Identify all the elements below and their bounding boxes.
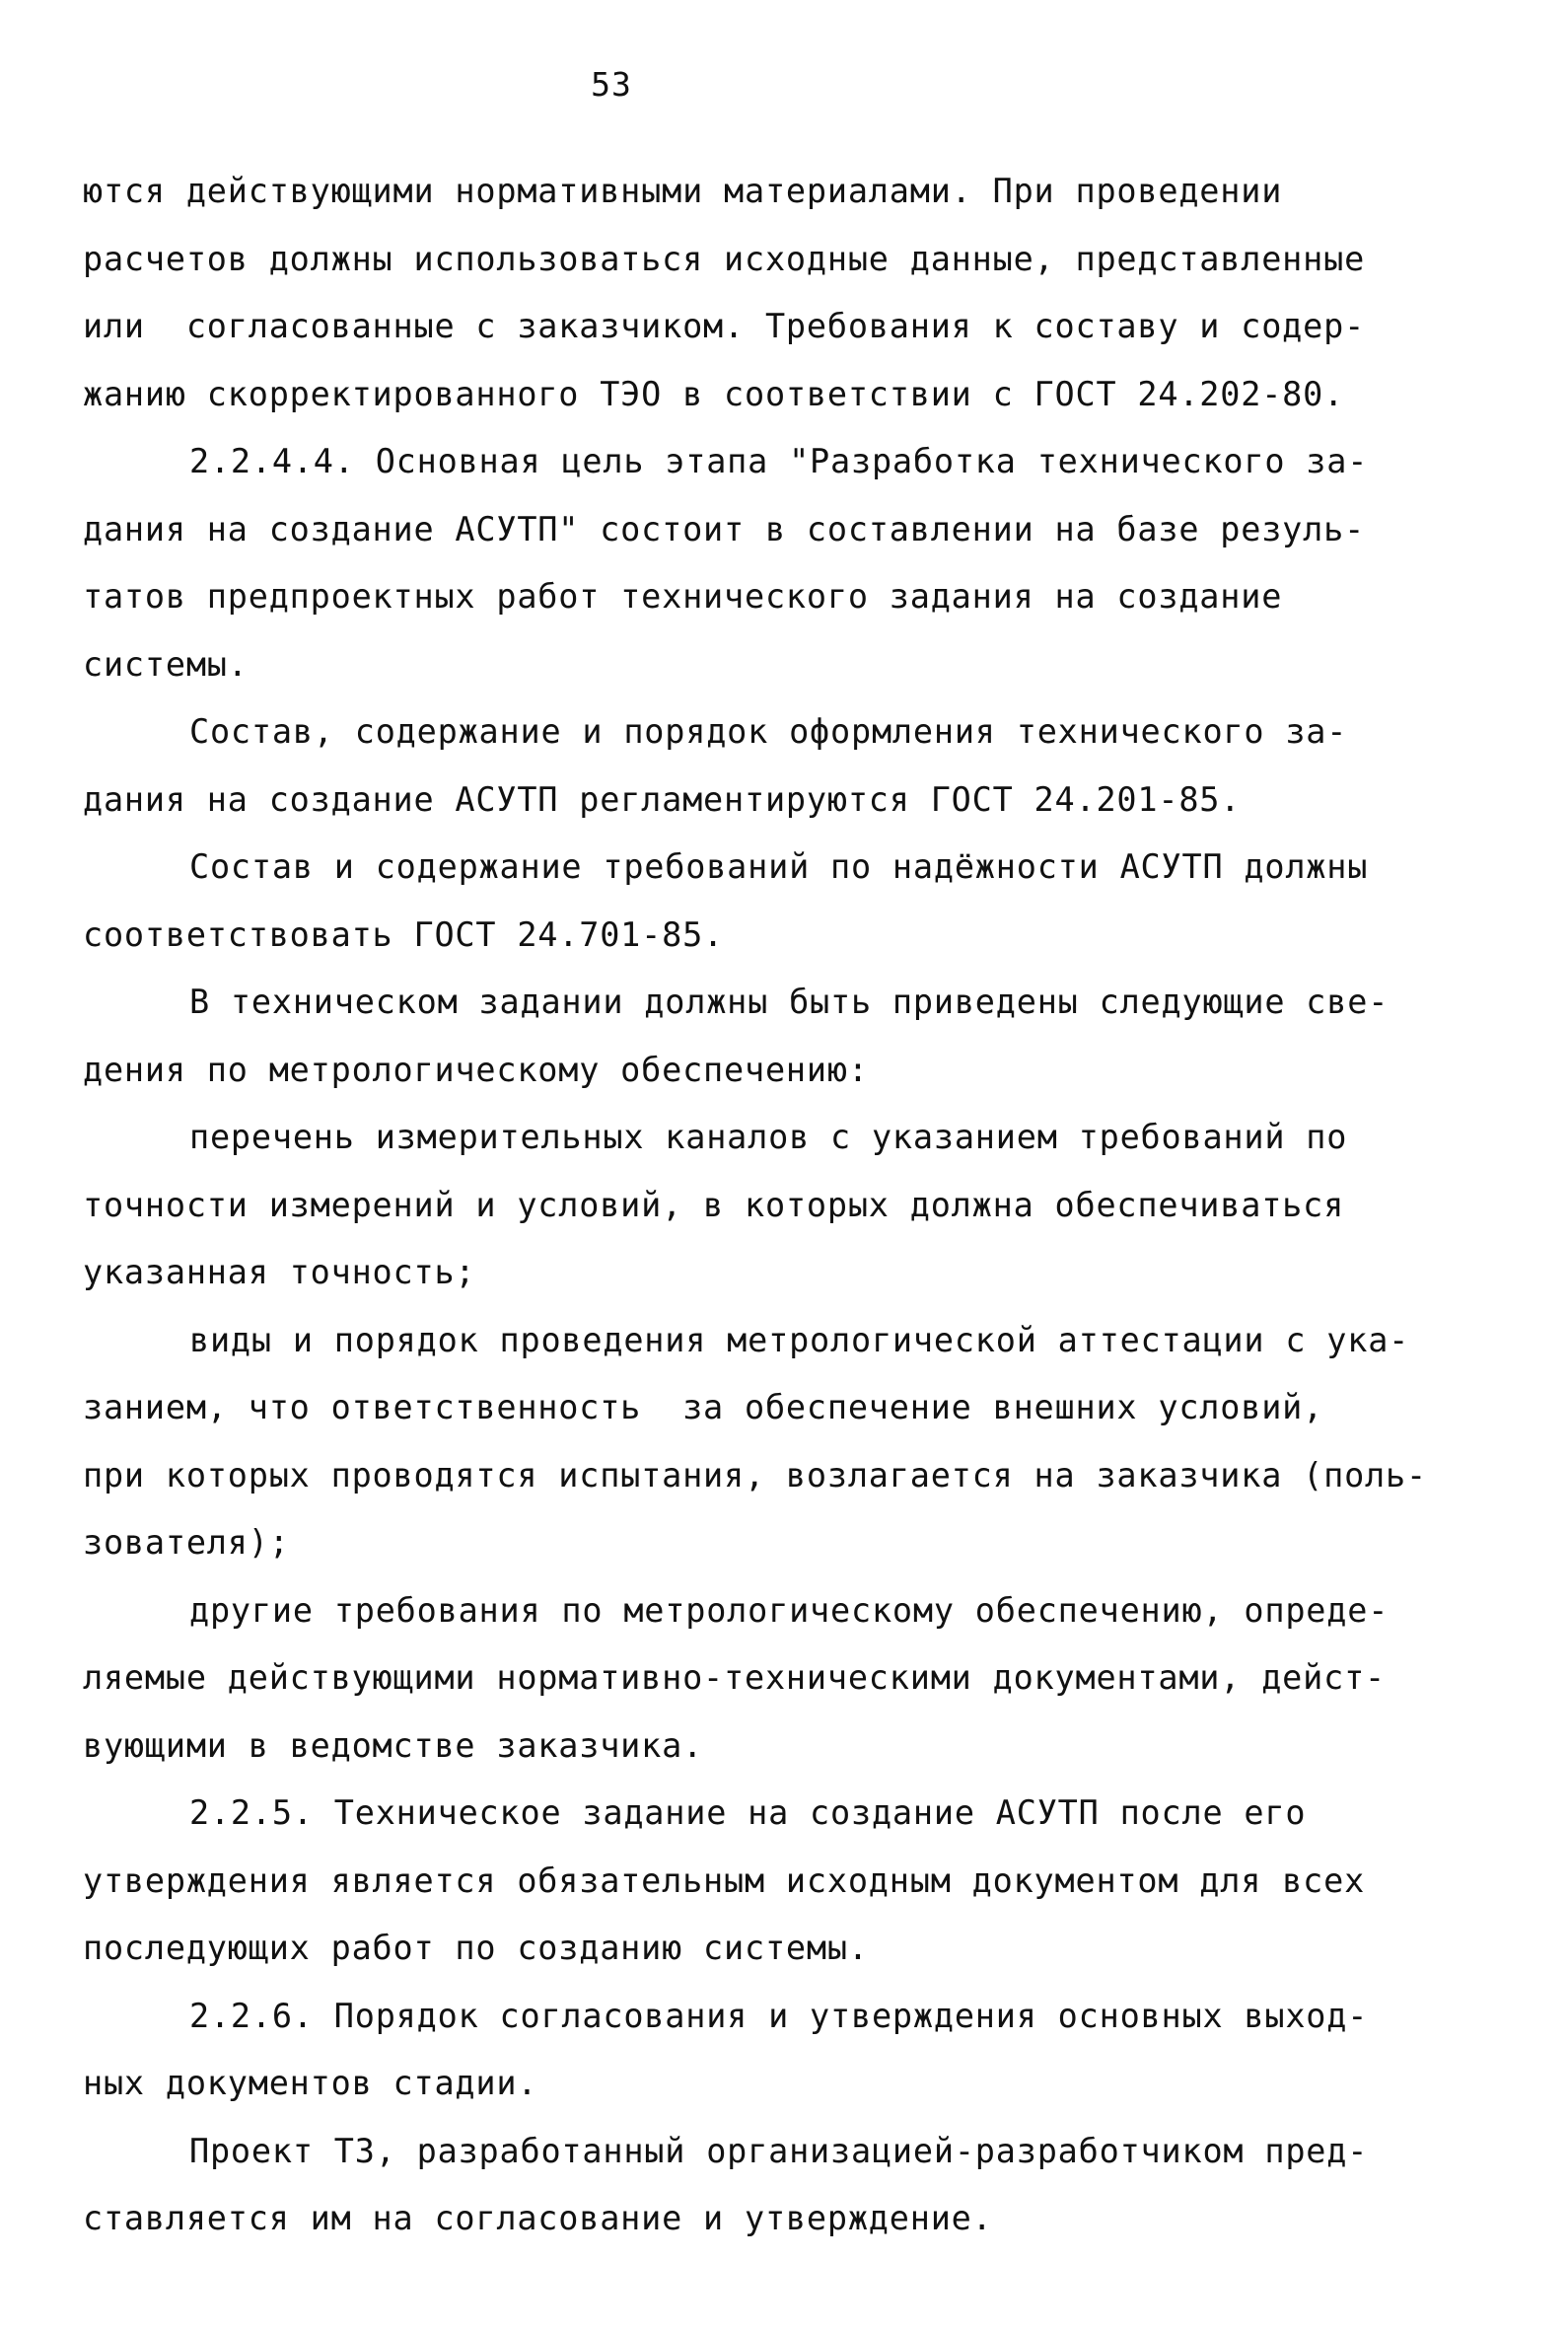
- text-line: другие требования по метрологическому обеспечению, опреде-: [189, 1590, 1390, 1630]
- text-line: при которых проводятся испытания, возлагается на заказчика (поль-: [83, 1455, 1427, 1495]
- text-line: ных документов стадии.: [83, 2064, 538, 2102]
- text-line: ставляется им на согласование и утверждение.: [83, 2199, 993, 2237]
- text-line: последующих работ по созданию системы.: [83, 1929, 869, 1967]
- text-line: ляемые действующими нормативно-техническими документами, дейст-: [83, 1658, 1387, 1697]
- text-line: Состав, содержание и порядок оформления технического за-: [189, 712, 1348, 751]
- text-line: занием, что ответственность за обеспечение внешних условий,: [83, 1388, 1324, 1426]
- text-line: соответствовать ГОСТ 24.701-85.: [83, 914, 725, 954]
- text-line: расчетов должны использоваться исходные данные, представленные: [83, 239, 1366, 278]
- page-number: 53: [591, 65, 632, 104]
- text-line: зователя);: [83, 1523, 290, 1562]
- text-line: дения по метрологическому обеспечению:: [83, 1050, 869, 1089]
- text-line: Проект ТЗ, разработанный организацией-разработчиком пред-: [189, 2131, 1369, 2170]
- text-line: точности измерений и условий, в которых должна обеспечиваться: [83, 1185, 1345, 1224]
- text-line: жанию скорректированного ТЭО в соответствии с ГОСТ 24.202-80.: [83, 374, 1345, 413]
- text-line: В техническом задании должны быть приведены следующие све-: [189, 983, 1390, 1021]
- text-line: татов предпроектных работ технического задания на создание: [83, 577, 1283, 616]
- text-line: указанная точность;: [83, 1253, 476, 1291]
- text-line: 2.2.5. Техническое задание на создание АСУТП после его: [189, 1793, 1307, 1832]
- body-text: [83, 158, 1463, 2253]
- text-line: дания на создание АСУТП" состоит в составлении на базе резуль-: [83, 509, 1366, 548]
- text-line: системы.: [83, 644, 249, 684]
- text-line: или согласованные с заказчиком. Требования к составу и содер-: [83, 307, 1366, 345]
- text-line: виды и порядок проведения метрологической аттестации с ука-: [189, 1320, 1410, 1359]
- text-line: 2.2.6. Порядок согласования и утверждения основных выход-: [189, 1996, 1369, 2035]
- text-line: ются действующими нормативными материалами. При проведении: [83, 172, 1283, 210]
- text-line: утверждения является обязательным исходным документом для всех: [83, 1860, 1366, 1900]
- text-line: Состав и содержание требований по надёжности АСУТП должны: [189, 847, 1369, 886]
- text-line: вующими в ведомстве заказчика.: [83, 1725, 704, 1765]
- text-line: 2.2.4.4. Основная цель этапа "Разработка технического за-: [189, 442, 1369, 480]
- text-line: дания на создание АСУТП регламентируются ГОСТ 24.201-85.: [83, 779, 1242, 819]
- text-line: перечень измерительных каналов с указанием требований по: [189, 1118, 1348, 1156]
